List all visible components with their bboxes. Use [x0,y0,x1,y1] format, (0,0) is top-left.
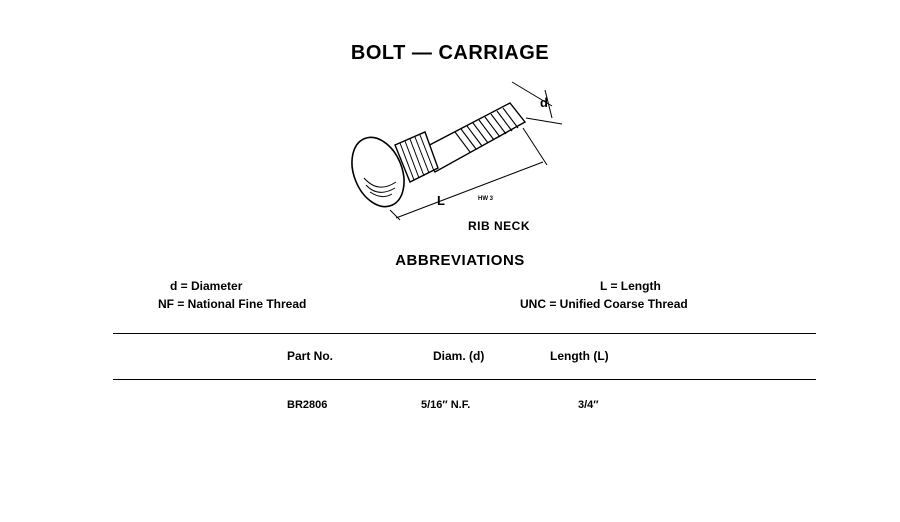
table-top-rule [113,333,816,334]
dimension-label-d: d [540,95,548,110]
table-cell-length: 3/4″ [578,399,599,411]
table-header-rule [113,379,816,380]
abbreviation-national-fine: NF = National Fine Thread [158,297,307,311]
abbreviation-length: L = Length [600,279,661,293]
figure-code: HW 3 [478,196,493,202]
column-header-part-no: Part No. [287,349,334,363]
page-title: BOLT — CARRIAGE [350,42,550,64]
abbreviations-heading: ABBREVIATIONS [395,252,525,269]
table-cell-diameter: 5/16″ N.F. [421,399,471,411]
abbreviation-unified-coarse: UNC = Unified Coarse Thread [520,297,688,311]
column-header-length: Length (L) [550,349,609,363]
carriage-bolt-illustration [340,70,570,230]
figure-caption: RIB NECK [468,219,531,233]
column-header-diameter: Diam. (d) [433,349,485,363]
abbreviation-diameter: d = Diameter [170,279,243,293]
table-cell-part-no: BR2806 [287,399,328,411]
dimension-label-L: L [437,193,445,208]
